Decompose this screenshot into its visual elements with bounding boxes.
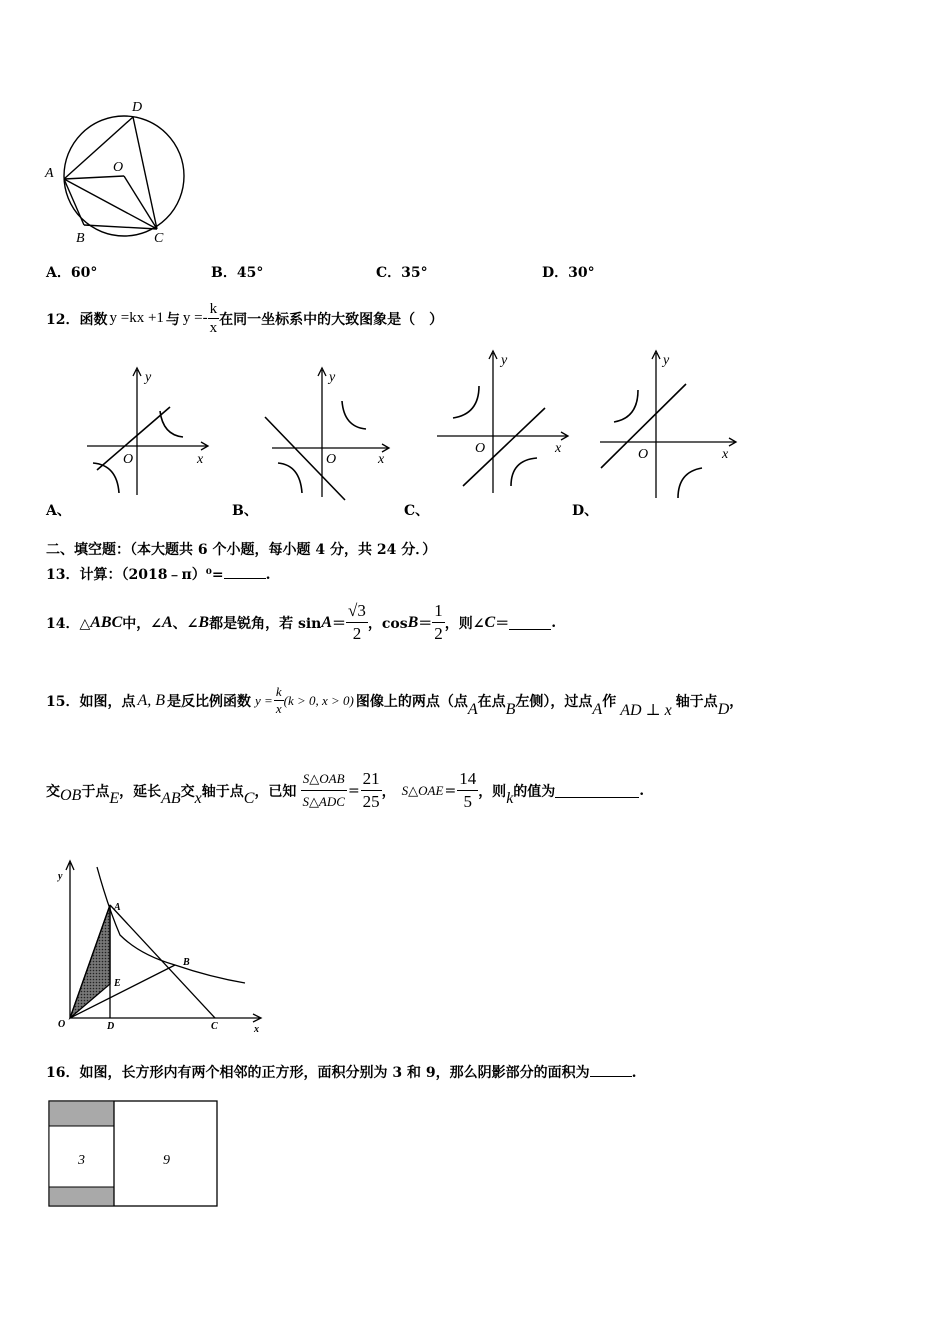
label-d: D	[132, 100, 143, 115]
q14-sin-num: √3	[346, 600, 368, 623]
label-y: y	[58, 871, 63, 882]
q12-option-d[interactable]: D、	[572, 503, 599, 519]
q14-line	[46, 600, 556, 645]
q11-option-b[interactable]: B．45°	[211, 265, 264, 281]
q12-connector: 与	[165, 311, 180, 328]
label-e: E	[114, 978, 121, 989]
label-b: B	[76, 231, 85, 246]
q15-area-value	[457, 768, 478, 813]
label-a: A	[114, 902, 121, 913]
q15-b: B	[505, 700, 516, 718]
segment-ao	[64, 176, 124, 179]
q14-cos-den: 2	[434, 624, 443, 643]
q14-b: B	[198, 613, 210, 631]
q15-s-oae: S△OAE	[401, 782, 444, 798]
q13-text: 13．计算：（2018﹣π）⁰=	[46, 567, 224, 583]
q15-figure	[50, 855, 270, 1040]
label-c: C	[211, 1021, 218, 1032]
q15-l2-text-2: 于点	[81, 783, 110, 800]
q15-a2: A	[592, 700, 603, 718]
q12-option-a[interactable]: A、	[46, 503, 71, 519]
q16-figure	[48, 1100, 220, 1210]
q14-text-9: ＝	[495, 615, 510, 632]
q15-condition: (k > 0, x > 0)	[283, 692, 354, 708]
q12-option-b[interactable]: B、	[232, 503, 258, 519]
hyperbola-branch-q3	[278, 463, 302, 493]
q15-x: x	[275, 701, 282, 716]
section2-title: 二、填空题：（本大题共 6 个小题，每小题 4 分，共 24 分．）	[46, 542, 437, 558]
q15-area-den: 5	[463, 792, 472, 811]
q14-sin-fraction	[346, 600, 368, 645]
q14-text-6: ，cos	[367, 615, 408, 632]
q14-c: C	[484, 613, 496, 631]
line-kx-plus-1	[97, 407, 170, 470]
q15-end: .	[639, 782, 645, 799]
q16-end: .	[631, 1065, 637, 1081]
q15-points-ab: A, B	[137, 691, 166, 709]
q15-l2-text-5: 轴于点	[201, 783, 244, 800]
q15-l2-text-6: ，已知	[254, 783, 297, 800]
label-y: y	[663, 353, 670, 368]
label-x: x	[254, 1024, 259, 1035]
q14-cos-num: 1	[432, 600, 445, 623]
q11-option-c[interactable]: C．35°	[376, 265, 428, 281]
q15-c: C	[243, 789, 255, 807]
q15-ab: AB	[161, 789, 181, 807]
q14-abc: ABC	[90, 613, 123, 631]
q15-y-eq: y =	[255, 692, 273, 708]
label-o: O	[475, 441, 486, 456]
label-x: x	[722, 447, 729, 462]
shaded-top	[49, 1101, 114, 1126]
label-o: O	[326, 452, 337, 467]
label-y: y	[501, 353, 508, 368]
q15-area-eq: =	[444, 782, 457, 799]
q13-line	[46, 564, 270, 584]
q11-circle-figure	[40, 95, 200, 250]
q15-l2-text-9: 的值为	[513, 783, 556, 800]
q14-sin-den: 2	[352, 624, 362, 643]
q15-d: D	[717, 700, 730, 718]
q15-answer-blank[interactable]	[555, 797, 639, 798]
q12-option-c[interactable]: C、	[404, 503, 430, 519]
segment-oc	[124, 176, 157, 229]
q15-ratio-den: 25	[362, 792, 380, 811]
q15-text-4: 在点	[477, 693, 506, 710]
q12-func2-num: k	[209, 301, 218, 317]
q14-text-4: 都是锐角，若 sin	[209, 615, 322, 632]
q15-ad-perp-x: AD ⊥ x	[620, 701, 672, 719]
q15-line-1	[46, 684, 743, 717]
segment-dc	[133, 117, 157, 229]
q15-text-7: 轴于点	[675, 693, 718, 710]
q14-text-5: ＝	[332, 615, 347, 632]
q15-line-2	[46, 768, 644, 813]
q13-end: .	[265, 567, 271, 583]
label-y: y	[329, 370, 336, 385]
q11-option-a[interactable]: A．60°	[46, 265, 98, 281]
q12-graph-a	[75, 365, 215, 505]
q15-ratio-fraction	[300, 768, 347, 813]
q12-func2-fraction	[208, 300, 220, 337]
q12-func1: y =kx +1	[109, 310, 164, 326]
q12-number: 12．	[46, 311, 80, 328]
q15-text-2: 是反比例函数	[167, 693, 252, 710]
q12-stem	[46, 300, 443, 337]
q11-option-d[interactable]: D．30°	[542, 265, 595, 281]
hyperbola-branch-q3	[93, 463, 119, 493]
q15-e: E	[109, 789, 120, 807]
q15-l2-text-7: ，	[381, 783, 396, 800]
shaded-bottom	[49, 1187, 114, 1206]
q16-line	[46, 1062, 636, 1082]
q15-k-var: k	[506, 789, 514, 807]
q15-l2-text-4: 交	[180, 783, 195, 800]
q16-answer-blank[interactable]	[590, 1076, 632, 1077]
segment-ac	[64, 179, 157, 229]
large-square-label: 9	[163, 1153, 170, 1168]
label-x: x	[555, 441, 562, 456]
q15-text-8: ，	[729, 693, 744, 710]
q14-text-1: 14．△	[46, 615, 91, 632]
q15-k: k	[275, 684, 282, 699]
q14-text-7: ＝	[418, 615, 433, 632]
q12-func2-den: x	[209, 320, 218, 336]
q15-x-axis-var: x	[194, 789, 202, 807]
q15-ob: OB	[60, 786, 82, 804]
q12-func2-lhs: y =-	[182, 310, 208, 326]
small-square-label: 3	[78, 1153, 85, 1168]
label-c: C	[154, 231, 164, 246]
q16-text: 16．如图，长方形内有两个相邻的正方形，面积分别为 3 和 9，那么阴影部分的面积为	[46, 1065, 590, 1081]
hyperbola-branch-q1	[342, 401, 366, 429]
q14-text-8: ，则∠	[444, 615, 485, 632]
q15-l2-text-1: 交	[46, 783, 60, 800]
hyperbola-branch-q2	[614, 390, 638, 422]
label-o: O	[123, 452, 134, 467]
q14-b2: B	[407, 613, 419, 631]
q15-l2-text-3: ，延长	[119, 783, 162, 800]
q15-k-over-x	[274, 684, 284, 717]
label-d: D	[107, 1021, 115, 1032]
q15-text-3: 图像上的两点（点	[355, 693, 468, 710]
q12-graph-b	[260, 365, 400, 505]
label-x: x	[378, 452, 385, 467]
label-y: y	[145, 370, 152, 385]
hyperbola-branch-q1	[160, 411, 183, 437]
q14-end: .	[551, 614, 557, 631]
q14-a2: A	[321, 613, 333, 631]
q15-text-1: 15．如图，点	[46, 693, 136, 710]
segment-ab	[64, 179, 84, 225]
q15-text-6: 作	[602, 693, 617, 710]
q14-text-3: 、∠	[172, 615, 199, 632]
label-o: O	[58, 1019, 66, 1030]
hyperbola-branch-q4	[678, 468, 702, 498]
hyperbola-branch-q4	[511, 458, 537, 486]
label-o: O	[638, 447, 649, 462]
label-x: x	[197, 452, 204, 467]
q15-s-oab: S△OAB	[301, 768, 347, 791]
label-b: B	[183, 957, 190, 968]
q15-s-adc: S△ADC	[302, 794, 345, 809]
q12-graph-d	[598, 348, 743, 503]
q15-l2-text-8: ，则	[478, 783, 507, 800]
q13-answer-blank[interactable]	[224, 578, 266, 579]
q15-ratio-eq: =	[347, 782, 360, 799]
label-o: O	[113, 160, 124, 175]
hyperbola	[97, 867, 245, 983]
hyperbola-branch-q2	[453, 386, 479, 418]
q14-a: A	[162, 613, 173, 631]
q15-ratio-value	[361, 768, 382, 813]
q15-a: A	[467, 700, 478, 718]
q15-ratio-num: 21	[361, 768, 382, 791]
segment-ac	[110, 905, 215, 1018]
q12-prefix: 函数	[79, 311, 108, 328]
q15-area-num: 14	[457, 768, 478, 791]
q14-cos-fraction	[432, 600, 445, 645]
q12-graph-c	[435, 348, 575, 498]
q14-text-2: 中，∠	[122, 615, 162, 632]
q15-text-5: 左侧），过点	[515, 693, 593, 710]
label-a: A	[45, 166, 54, 181]
q14-answer-blank[interactable]	[509, 629, 551, 630]
q12-suffix: 在同一坐标系中的大致图象是（ ）	[219, 311, 444, 328]
